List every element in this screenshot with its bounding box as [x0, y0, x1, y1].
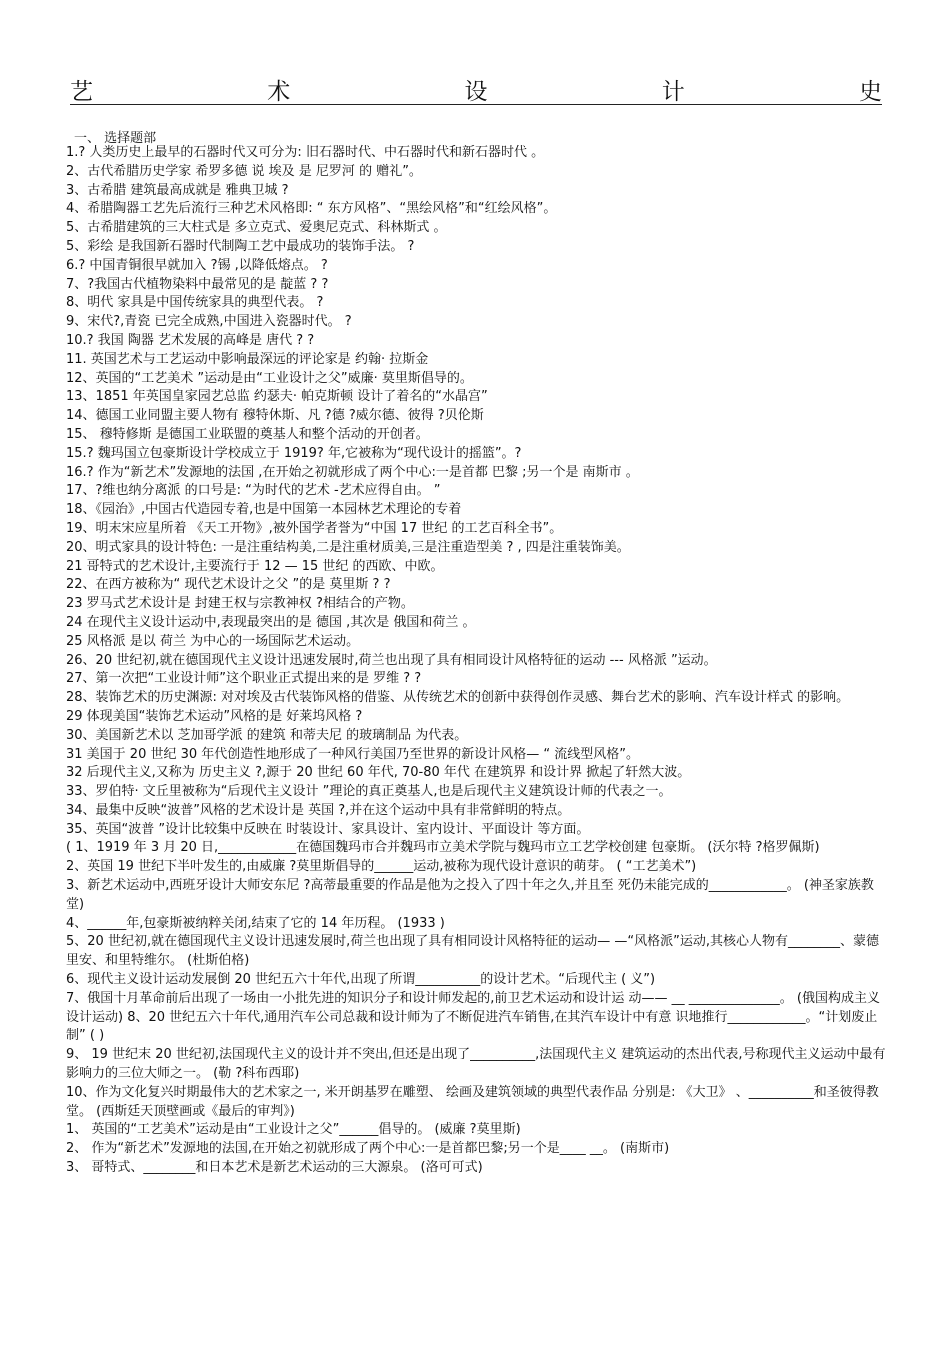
question-line: 26、20 世纪初,就在德国现代主义设计迅速发展时,荷兰也出现了具有相同设计风格特征的运动 --- 风格派 ”运动。 — [66, 652, 717, 668]
question-line: 10、作为文化复兴时期最伟大的艺术家之一, 米开朗基罗在雕塑、 绘画及建筑领域的典型代表作品 分别是: 《大卫》 、__________和圣彼得教堂。 (西斯廷天顶壁画或《最后的审判》) — [66, 1084, 879, 1119]
title-char-2: 术 — [267, 78, 291, 105]
question-line: 21 哥特式的艺术设计,主要流行于 12 — 15 世纪 的西欧、中欧。 — [66, 558, 444, 574]
question-line: 16.? 作为“新艺术”发源地的法国 ,在开始之初就形成了两个中心:一是首都 巴黎 ;另一个是 南斯市 。 — [66, 464, 639, 480]
question-line: ( 1、1919 年 3 月 20 日,____________在德国魏玛市合并魏玛市立美术学院与魏玛市立工艺学校创建 包豪斯。 (沃尔特 ?格罗佩斯) — [66, 840, 820, 856]
question-line: 32 后现代主义,又称为 历史主义 ?,源于 20 世纪 60 年代, 70-80 年代 在建筑界 和设计界 掀起了轩然大波。 — [66, 765, 691, 781]
document-title — [70, 76, 882, 105]
question-line: 29 体现美国“装饰艺术运动”风格的是 好莱坞风格 ? — [66, 708, 363, 724]
question-line: 30、美国新艺术以 芝加哥学派 的建筑 和蒂夫尼 的玻璃制品 为代表。 — [66, 727, 468, 743]
question-line: 6.? 中国青铜很早就加入 ?锡 ,以降低熔点。 ? — [66, 257, 328, 273]
question-line: 5、古希腊建筑的三大柱式是 多立克式、爱奥尼克式、科林斯式 。 — [66, 220, 447, 236]
question-line: 1.? 人类历史上最早的石器时代又可分为: 旧石器时代、中石器时代和新石器时代 。 — [66, 145, 545, 160]
question-line: 2、古代希腊历史学家 希罗多德 说 埃及 是 尼罗河 的 赠礼”。 — [66, 163, 422, 179]
question-line: 4、希腊陶器工艺先后流行三种艺术风格即: “ 东方风格”、“黑绘风格”和“红绘风格”。 — [66, 201, 557, 217]
question-line: 15、 穆特修斯 是德国工业联盟的奠基人和整个活动的开创者。 — [66, 426, 429, 442]
question-line: 12、英国的“工艺美术 ”运动是由“工业设计之父”威廉· 莫里斯倡导的。 — [66, 370, 473, 386]
question-line: 19、明末宋应星所着 《天工开物》,被外国学者誉为“中国 17 世纪 的工艺百科全书”。 — [66, 520, 563, 536]
question-line: 6、现代主义设计运动发展倒 20 世纪五六十年代,出现了所谓__________的设计艺术。“后现代主 ( 义”) — [66, 972, 656, 988]
question-line: 7、?我国古代植物染料中最常见的是 靛蓝 ? ? — [66, 276, 329, 292]
question-line: 27、第一次把“工业设计师”这个职业正式提出来的是 罗维 ? ? — [66, 671, 422, 687]
question-line: 5、20 世纪初,就在德国现代主义设计迅速发展时,荷兰也出现了具有相同设计风格特征的运动— —“风格派”运动,其核心人物有________、蒙德里安、和里特维尔。 (杜斯伯格) — [66, 934, 879, 969]
question-line: 7、俄国十月革命前后出现了一场由一小批先进的知识分子和设计师发起的,前卫艺术运动和设计运 动—— __ ______________。 (俄国构成主义设计运动) 8、20 世纪五六十年代,通用汽车公司总裁和设计师为了不断促进汽车销售,在其汽车设计中有意 识地推行____________。“计划废止制” ( ) — [66, 990, 881, 1044]
question-line: 3、新艺术运动中,西班牙设计大师安东尼 ?高蒂最重要的作品是他为之投入了四十年之久,并且至 死仍未能完成的____________。 (神圣家族教堂) — [66, 878, 874, 912]
question-line: 23 罗马式艺术设计是 封建王权与宗教神权 ?相结合的产物。 — [66, 596, 414, 612]
title-char-5: 史 — [859, 78, 882, 105]
question-line: 13、1851 年英国皇家园艺总监 约瑟夫· 帕克斯顿 设计了着名的“水晶宫” — [66, 389, 488, 405]
question-line: 17、?维也纳分离派 的口号是: “为时代的艺术 -艺术应得自由。 ” — [66, 483, 441, 499]
question-line: 5、彩绘 是我国新石器时代制陶工艺中最成功的装饰手法。 ? — [66, 238, 415, 254]
question-line: 24 在现代主义设计运动中,表现最突出的是 德国 ,其次是 俄国和荷兰 。 — [66, 614, 476, 630]
question-line: 4、______年,包豪斯被纳粹关闭,结束了它的 14 年历程。 (1933 ) — [66, 915, 445, 931]
question-line: 18、《园治》,中国古代造园专着,也是中国第一本园林艺术理论的专着 — [66, 502, 462, 518]
title-char-4: 计 — [661, 78, 685, 105]
question-line: 22、在西方被称为“ 现代艺术设计之父 ”的是 莫里斯 ? ? — [66, 577, 391, 593]
question-line: 34、最集中反映“波普”风格的艺术设计是 英国 ?,并在这个运动中具有非常鲜明的特点。 — [66, 802, 571, 818]
question-line: 33、罗伯特· 文丘里被称为“后现代主义设计 ”理论的真正奠基人,也是后现代主义建筑设计师的代表之一。 — [66, 784, 672, 800]
title-char-3: 设 — [464, 78, 488, 105]
question-line: 3、 哥特式、________和日本艺术是新艺术运动的三大源泉。 (洛可可式) — [66, 1160, 483, 1176]
question-list — [66, 144, 886, 1178]
question-line: 2、 作为“新艺术”发源地的法国,在开始之初就形成了两个中心:一是首都巴黎;另一个是____ __。 (南斯市) — [66, 1141, 670, 1157]
question-line: 9、 19 世纪末 20 世纪初,法国现代主义的设计并不突出,但还是出现了__________,法国现代主义 建筑运动的杰出代表,号称现代主义运动中最有影响力的三位大师之一。 (勒 ?科布西耶) — [66, 1047, 886, 1082]
question-line: 14、德国工业同盟主要人物有 穆特休斯、凡 ?德 ?威尔德、彼得 ?贝伦斯 — [66, 408, 484, 424]
question-line: 11. 英国艺术与工艺运动中影响最深远的评论家是 约翰· 拉斯金 — [66, 351, 429, 367]
question-line: 10.? 我国 陶器 艺术发展的高峰是 唐代 ? ? — [66, 332, 315, 348]
question-line: 9、宋代?,青瓷 已完全成熟,中国进入瓷器时代。 ? — [66, 314, 352, 330]
question-line: 20、明式家具的设计特色: 一是注重结构美,二是注重材质美,三是注重造型美 ? , 四是注重装饰美。 — [66, 539, 630, 555]
question-line: 15.? 魏玛国立包豪斯设计学校成立于 1919? 年,它被称为“现代设计的摇篮”。? — [66, 445, 522, 461]
question-line: 1、 英国的“工艺美术”运动是由“工业设计之父”______倡导的。 (威廉 ?莫里斯) — [66, 1122, 521, 1138]
question-line: 31 美国于 20 世纪 30 年代创造性地形成了一种风行美国乃至世界的新设计风格— “ 流线型风格”。 — [66, 746, 640, 762]
title-char-1: 艺 — [70, 78, 93, 105]
title-underline — [70, 104, 882, 105]
question-line: 28、装饰艺术的历史渊源: 对对埃及古代装饰风格的借鉴、从传统艺术的创新中获得创作灵感、舞台艺术的影响、汽车设计样式 的影响。 — [66, 690, 850, 706]
section-heading: 一、 选择题部 — [74, 131, 157, 146]
question-line: 35、英国“波普 ”设计比较集中反映在 时装设计、家具设计、室内设计、平面设计 等方面。 — [66, 821, 590, 837]
question-line: 25 风格派 是以 荷兰 为中心的一场国际艺术运动。 — [66, 633, 360, 649]
question-line: 8、明代 家具是中国传统家具的典型代表。 ? — [66, 295, 324, 311]
question-line: 3、古希腊 建筑最高成就是 雅典卫城 ? — [66, 182, 289, 198]
question-line: 2、英国 19 世纪下半叶发生的,由威廉 ?莫里斯倡导的______运动,被称为现代设计意识的萌芽。 ( “工艺美术”) — [66, 859, 697, 875]
